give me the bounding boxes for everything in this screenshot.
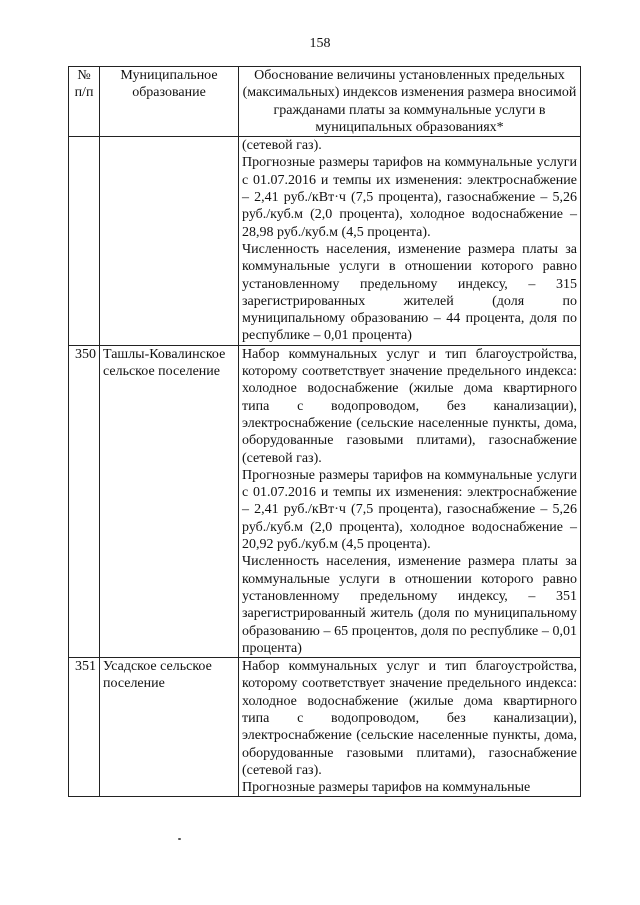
row-num-cell (69, 137, 100, 346)
justification-paragraph-truncated: Прогнозные размеры тарифов на коммунальные (242, 780, 531, 796)
row-num-cell: 351 (69, 658, 100, 797)
justification-paragraph: Численность населения, изменение размера платы за коммунальные услуги в отношении которого равно установленному предельному индексу, – 351 зарегистрированный житель (доля по муниципальному образованию – 65 процентов, доля по республике – 0,01 процента) (242, 554, 577, 656)
justification-paragraph: Набор коммунальных услуг и тип благоустройства, которому соответствует значение предельного индекса: холодное водоснабжение (жилые дома квартирного типа с водопроводом, без канализации), электроснабжение (сельские населенные пункты, дома, оборудованные газовыми плитами), газоснабжение (сетевой газ). (242, 346, 577, 466)
row-justification-cell (239, 345, 581, 657)
row-justification-cell (239, 137, 581, 346)
justification-paragraph: (сетевой газ). (242, 138, 322, 154)
justification-paragraph: Прогнозные размеры тарифов на коммунальные услуги с 01.07.2016 и темпы их изменения: электроснабжение – 2,41 руб./кВт·ч (7,5 процента), газоснабжение – 5,26 руб./куб.м (2,0 процента), холодное водоснабжение – 20,92 руб./куб.м (4,5 процента). (242, 467, 577, 553)
table-row (69, 658, 581, 797)
header-justification: Обоснование величины установленных предельных (максимальных) индексов изменения размера вносимой гражданами платы за коммунальные услуги в муниципальных образованиях* (239, 67, 581, 137)
justification-paragraph: Численность населения, изменение размера платы за коммунальные услуги в отношении которого равно установленному предельному индексу, – 315 зарегистрированных жителей (доля по муниципальному образованию – 44 процента, доля по республике – 0,01 процента) (242, 241, 577, 344)
row-municipality-cell: Усадское сельское поселение (100, 658, 239, 797)
table-row (69, 345, 581, 657)
scan-speck (178, 838, 181, 840)
justification-paragraph: Прогнозные размеры тарифов на коммунальные услуги с 01.07.2016 и темпы их изменения: электроснабжение – 2,41 руб./кВт·ч (7,5 процента), газоснабжение – 5,26 руб./куб.м (2,0 процента), холодное водоснабжение – 28,98 руб./куб.м (4,5 процента). (242, 155, 577, 240)
tariff-index-table (68, 66, 581, 797)
header-num: № п/п (69, 67, 100, 137)
row-num-cell: 350 (69, 345, 100, 657)
table-header-row (69, 67, 581, 137)
justification-paragraph: Набор коммунальных услуг и тип благоустройства, которому соответствует значение предельного индекса: холодное водоснабжение (жилые дома квартирного типа с водопроводом, без канализации), электроснабжение (сельские населенные пункты, дома, оборудованные газовыми плитами), газоснабжение (сетевой газ). (242, 659, 577, 778)
row-municipality-cell (100, 137, 239, 346)
page-number: 158 (309, 36, 331, 51)
header-municipality: Муниципальное образование (100, 67, 239, 137)
table-row-continuation (69, 137, 581, 346)
row-municipality-cell: Ташлы-Ковалинское сельское поселение (100, 345, 239, 657)
row-justification-cell (239, 658, 581, 797)
